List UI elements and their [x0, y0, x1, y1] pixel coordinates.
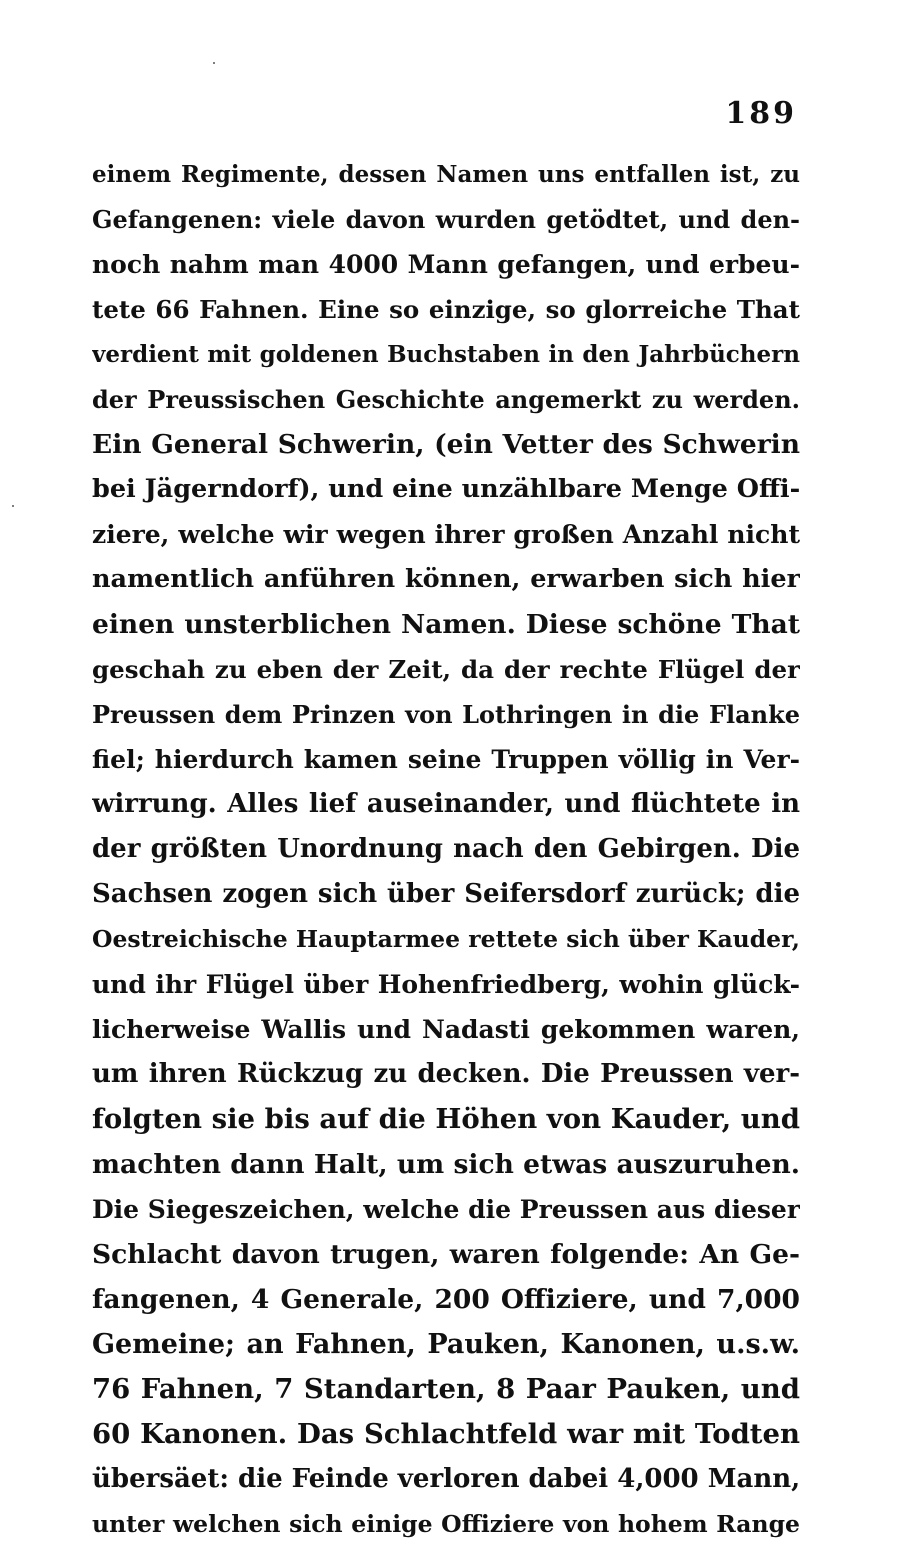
- text-line: tete 66 Fahnen. Eine so einzige, so glorreiche That: [92, 295, 800, 324]
- text-line: licherweise Wallis und Nadasti gekommen waren,: [92, 1015, 800, 1044]
- paper-speck: [12, 505, 14, 507]
- text-line: fangenen, 4 Generale, 200 Offiziere, und 7,000: [92, 1284, 800, 1315]
- body-text: [92, 152, 800, 1547]
- text-line: einem Regimente, dessen Namen uns entfallen ist, zu: [92, 161, 800, 188]
- text-line: unter welchen sich einige Offiziere von hohem Range: [92, 1510, 800, 1538]
- text-line: übersäet: die Feinde verloren dabei 4,000 Mann,: [92, 1464, 800, 1494]
- text-line: Die Siegeszeichen, welche die Preussen aus dieser: [92, 1195, 800, 1224]
- text-line: Sachsen zogen sich über Seifersdorf zurück; die: [92, 879, 800, 909]
- text-line: Ein General Schwerin, (ein Vetter des Schwerin: [92, 429, 800, 460]
- text-line: Oestreichische Hauptarmee rettete sich über Kauder,: [92, 925, 800, 953]
- text-line: um ihren Rückzug zu decken. Die Preussen ver-: [92, 1059, 800, 1089]
- text-line: 60 Kanonen. Das Schlachtfeld war mit Todten: [92, 1418, 800, 1450]
- paper-speck: [213, 62, 215, 64]
- text-line: der größten Unordnung nach den Gebirgen. Die: [92, 834, 800, 864]
- text-line: Gefangenen: viele davon wurden getödtet, und den-: [92, 205, 800, 234]
- text-line: bei Jägerndorf), und eine unzählbare Menge Offi-: [92, 474, 800, 504]
- text-line: einen unsterblichen Namen. Diese schöne That: [92, 609, 800, 640]
- text-line: der Preussischen Geschichte angemerkt zu werden.: [92, 385, 800, 414]
- text-line: folgten sie bis auf die Höhen von Kauder, und: [92, 1103, 800, 1135]
- text-line: fiel; hierdurch kamen seine Truppen völlig in Ver-: [92, 745, 800, 774]
- text-line: namentlich anführen können, erwarben sich hier: [92, 564, 800, 594]
- text-line: geschah zu eben der Zeit, da der rechte Flügel der: [92, 655, 800, 684]
- text-line: noch nahm man 4000 Mann gefangen, und erbeu-: [92, 250, 800, 279]
- text-line: 76 Fahnen, 7 Standarten, 8 Paar Pauken, und: [92, 1373, 800, 1405]
- page-number: 189: [725, 96, 797, 131]
- text-line: verdient mit goldenen Buchstaben in den Jahrbüchern: [92, 341, 800, 368]
- text-line: und ihr Flügel über Hohenfriedberg, wohin glück-: [92, 970, 800, 999]
- text-line: machten dann Halt, um sich etwas auszuruhen.: [92, 1149, 800, 1180]
- text-line: Gemeine; an Fahnen, Pauken, Kanonen, u.s.w.: [92, 1329, 800, 1360]
- text-line: wirrung. Alles lief auseinander, und flüchtete in: [92, 789, 800, 819]
- text-line: Schlacht davon trugen, waren folgende: An Ge-: [92, 1239, 800, 1270]
- text-line: Preussen dem Prinzen von Lothringen in die Flanke: [92, 700, 800, 729]
- text-line: ziere, welche wir wegen ihrer großen Anzahl nicht: [92, 520, 800, 549]
